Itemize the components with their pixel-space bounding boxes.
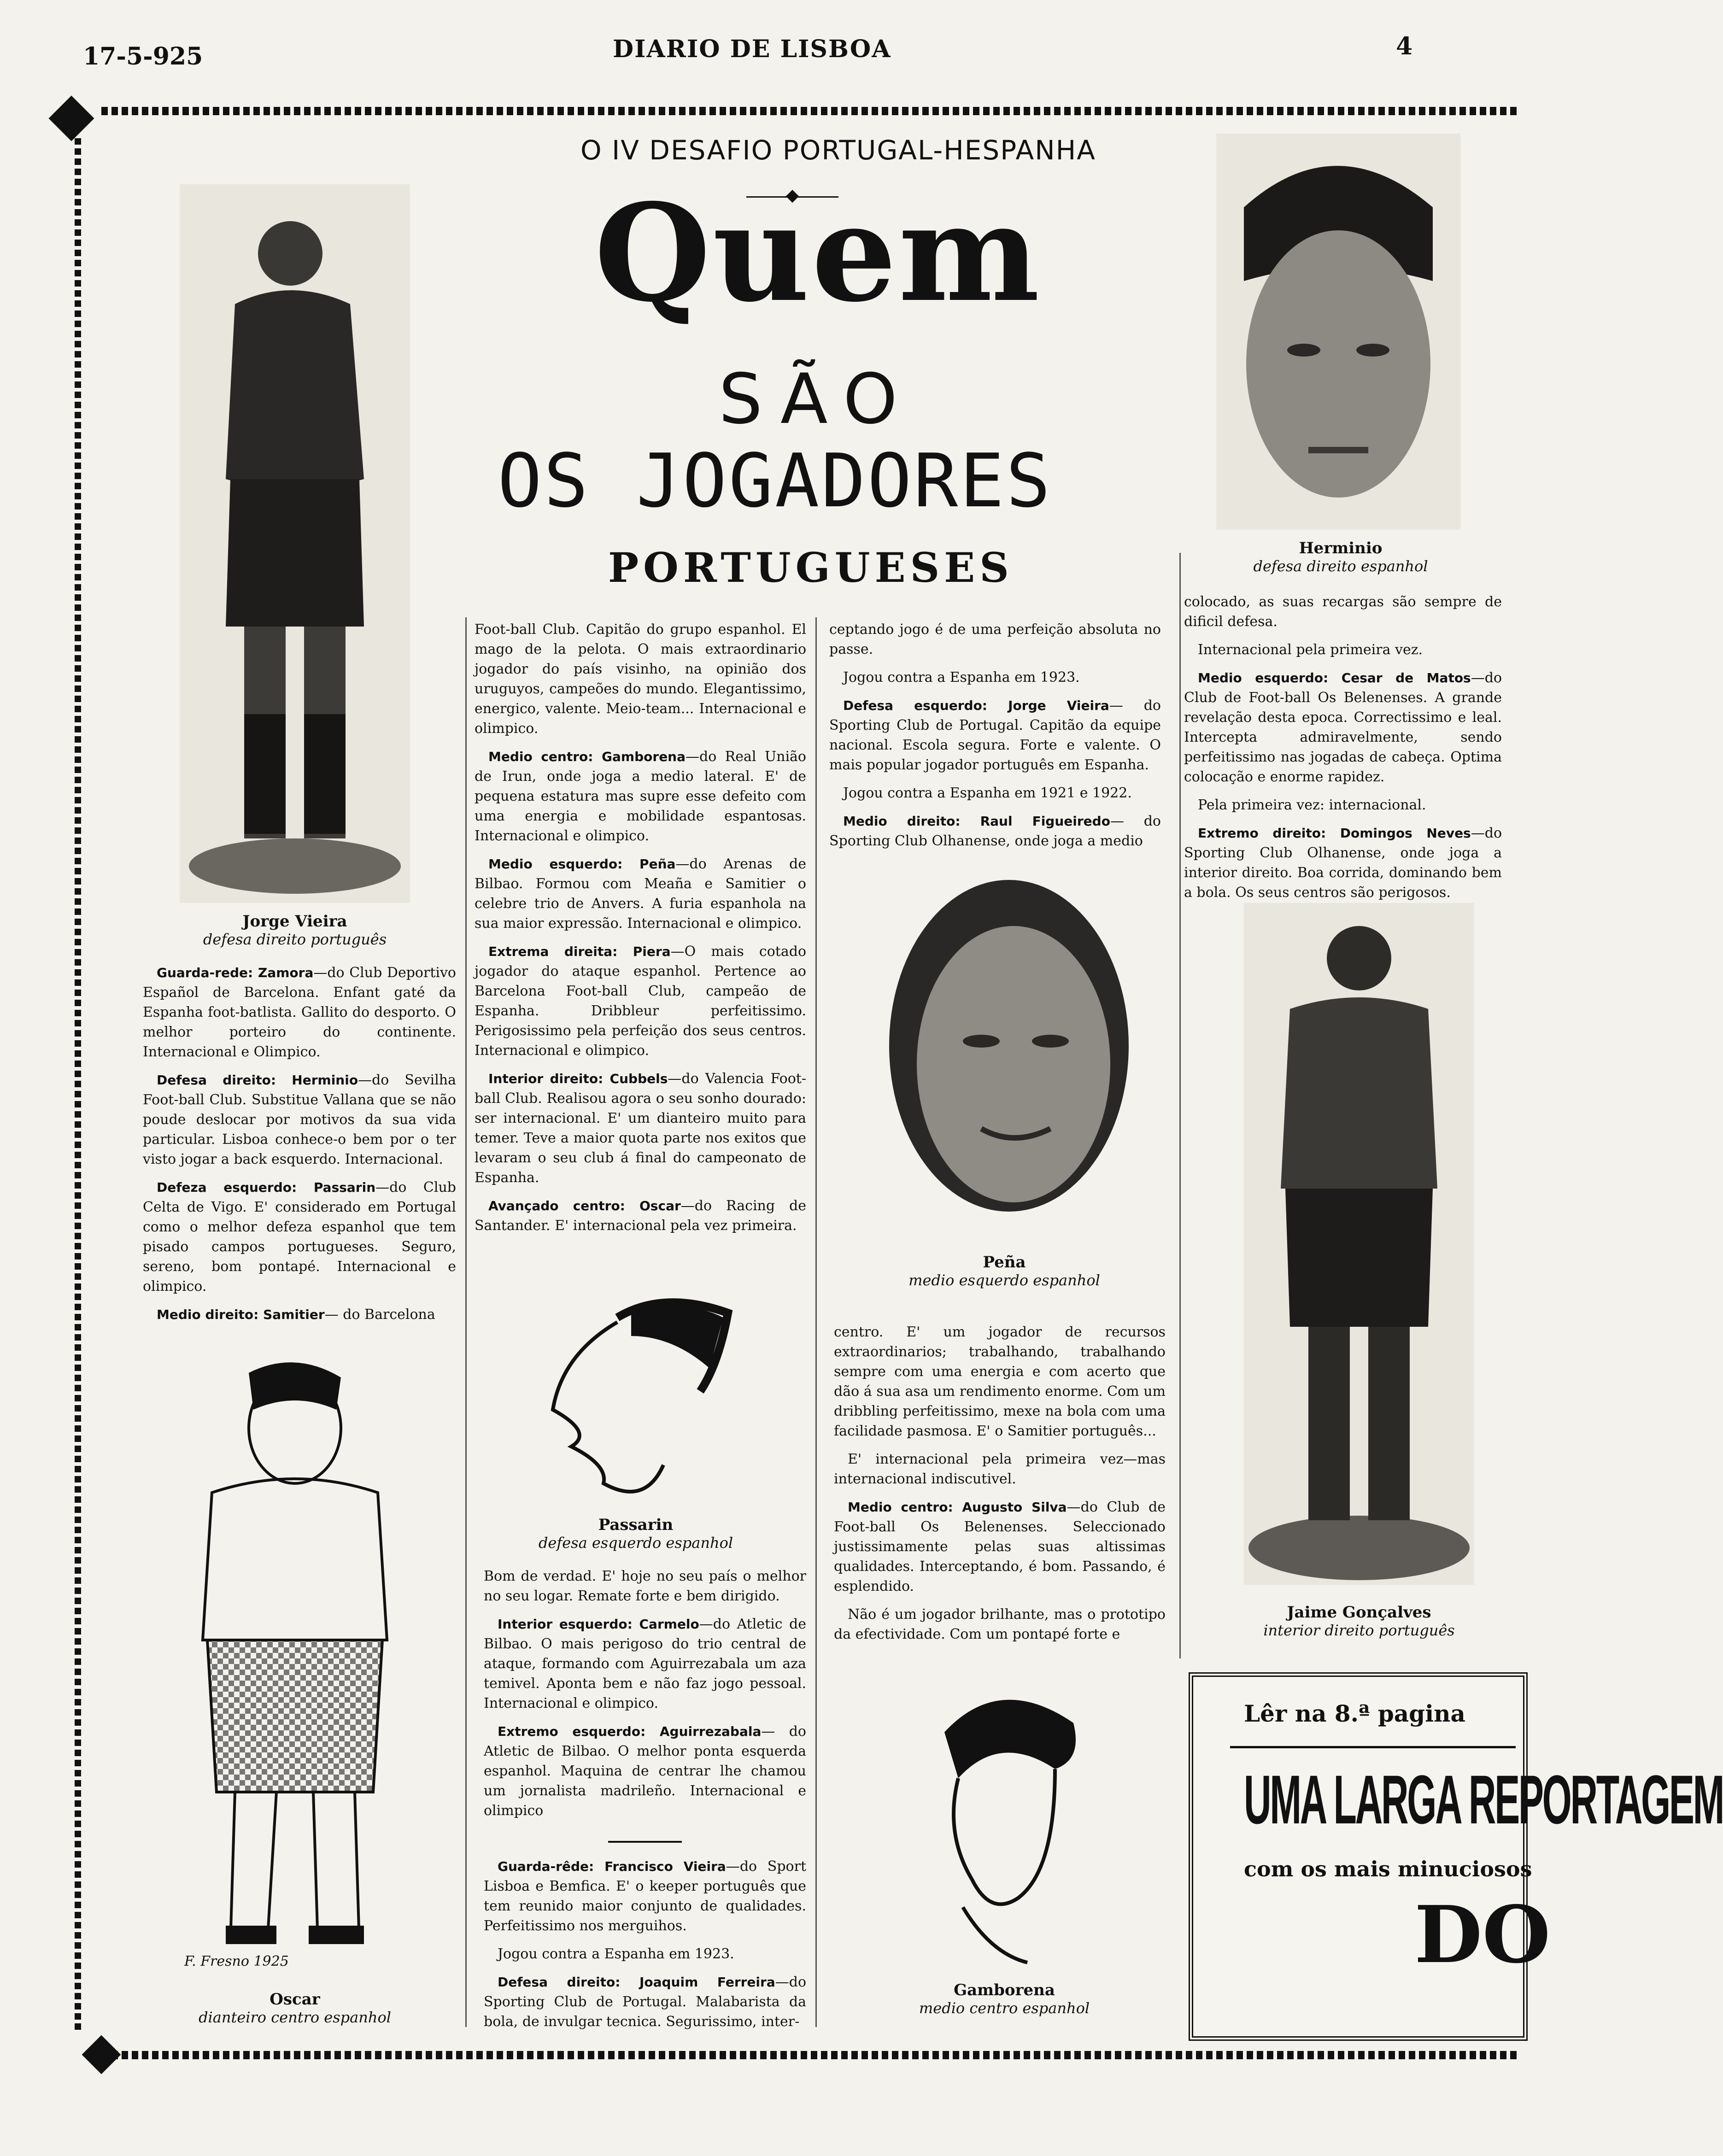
caption-oscar (157, 1990, 433, 2026)
paragraph-text: —do Sporting Club de Portugal. Malabarista da bola, de invulgar tecnica. Segurissimo, inter- (484, 1974, 806, 2030)
caption-jorge-vieira (152, 912, 438, 948)
caption-name: Gamborena (954, 1981, 1055, 1999)
position-label: Extrema direita: Piera (488, 944, 671, 959)
caption-pena (866, 1253, 1143, 1289)
headline-quem: Quem (594, 175, 1042, 332)
paragraph (1184, 668, 1502, 787)
position-label: Medio esquerdo: Cesar de Matos (1198, 670, 1471, 685)
paragraph-text: E' internacional pela primeira vez—mas internacional indiscutivel. (834, 1451, 1166, 1487)
paragraph (475, 942, 806, 1060)
caption-name: Herminio (1299, 539, 1383, 557)
position-label: Medio esquerdo: Peña (488, 856, 676, 872)
paragraph-text: —do Real União de Irun, onde joga a medio lateral. E' de pequena estatura mas supre esse defeito com uma energia e mobilidade espantosas. Internacional e olimpico. (475, 749, 806, 844)
caption-role: defesa esquerdo espanhol (538, 1534, 733, 1552)
paragraph-text: Jogou contra a Espanha em 1923. (498, 1946, 734, 1962)
caption-role: defesa direito português (203, 931, 387, 948)
portrait-icon (1216, 134, 1460, 530)
caricature-oscar (157, 1354, 433, 1990)
headline-os-jogadores: OS JOGADORES (498, 438, 1052, 524)
caption-name: Passarin (598, 1516, 674, 1534)
paragraph (1184, 795, 1502, 815)
bottom-border (101, 2051, 1518, 2059)
paragraph-text: Internacional pela primeira vez. (1198, 642, 1423, 658)
caricature-gamborena (908, 1677, 1101, 1972)
paragraph (484, 1614, 806, 1713)
caricature-icon (157, 1354, 433, 1990)
paragraph-text: — do Sporting Club Olhanense, onde joga a medio (829, 813, 1161, 849)
paragraph (143, 963, 456, 1062)
position-label: Medio direito: Raul Figueiredo (843, 814, 1110, 829)
paragraph (829, 783, 1161, 803)
position-label: Guarda-rede: Zamora (157, 965, 314, 980)
paragraph-text: Pela primeira vez: internacional. (1198, 797, 1426, 813)
article-column-2c (484, 1857, 806, 2040)
position-label: Defeza esquerdo: Passarin (157, 1180, 376, 1195)
paragraph (834, 1322, 1166, 1441)
paragraph (475, 854, 806, 933)
paragraph-text: — do Barcelona (324, 1306, 435, 1323)
top-border (101, 107, 1518, 115)
caption-name: Jorge Vieira (242, 912, 347, 931)
paragraph-text: —do Club de Foot-ball Os Belenenses. Seleccionado justissimamente pelas suas altissimas qualidades. Interceptando, é bom. Passando, é esplendido. (834, 1499, 1166, 1594)
player-figure-icon (1244, 903, 1474, 1585)
paragraph (834, 1449, 1166, 1489)
article-column-2b (484, 1566, 806, 1829)
caricature-icon (525, 1290, 742, 1511)
caricature-passarin (525, 1290, 742, 1511)
artist-signature: F. Fresno 1925 (184, 1953, 289, 1969)
photo-herminio (1216, 134, 1460, 530)
corner-diamond-top (49, 96, 94, 141)
position-label: Defesa direito: Joaquim Ferreira (498, 1974, 775, 1990)
paragraph-text: —do Sevilha Foot-ball Club. Substitue Vallana que se não poude deslocar por motivos da sua vida particular. Lisboa conhece-o bem por o ter visto jogar a back esquerdo. Internacional. (143, 1072, 456, 1167)
advert-line-3: com os mais minuciosos (1244, 1857, 1532, 1881)
paragraph-text: —do Sport Lisboa e Bemfica. E' o keeper português que tem reunido maior conjunto de qualidades. Perfeitissimo nos merguihos. (484, 1858, 807, 1934)
position-label: Extremo esquerdo: Aguirrezabala (498, 1724, 762, 1739)
photo-jorge-vieira (180, 184, 410, 903)
section-divider (608, 1841, 682, 1843)
paragraph-text: — do Atletic de Bilbao. O melhor ponta esquerda espanhol. Maquina de centrar lhe chamou um jornalista madrileño. Internacional e olimpico (484, 1723, 806, 1819)
paragraph (475, 1196, 806, 1236)
paragraph-text: —do Sporting Club Olhanense, onde joga a interior direito. Boa corrida, dominando bem a bola. Os seus centros são perigosos. (1184, 825, 1502, 901)
paragraph (143, 1070, 456, 1169)
advert-line-4: DO (1414, 1889, 1551, 1981)
paragraph-text: colocado, as suas recargas são sempre de dificil defesa. (1184, 594, 1502, 630)
paragraph (484, 1566, 806, 1606)
paragraph (829, 620, 1161, 659)
position-label: Extremo direito: Domingos Neves (1198, 826, 1471, 841)
page-number: 4 (1396, 32, 1413, 60)
position-label: Interior esquerdo: Carmelo (498, 1617, 699, 1632)
position-label: Avançado centro: Oscar (488, 1198, 681, 1213)
paragraph (834, 1497, 1166, 1596)
paragraph-text: —do Club Deportivo Español de Barcelona. Enfant gaté da Espanha foot-batlista. Gallito do desporto. O melhor porteiro do continente. Internacional e Olimpico. (143, 965, 456, 1060)
position-label: Medio centro: Augusto Silva (848, 1500, 1067, 1515)
player-figure-icon (180, 184, 410, 903)
caption-passarin (498, 1516, 774, 1552)
left-border (75, 138, 81, 2032)
position-label: Medio centro: Gamborena (488, 749, 686, 764)
paragraph (143, 1178, 456, 1296)
paragraph-text: Foot-ball Club. Capitão do grupo espanhol. El mago de la pelota. O mais extraordinario jogador do país visinho, na opinião dos uruguyos, campeões do mundo. Elegantissimo, energico, valente. Meio-team... Internacional e olimpico. (475, 621, 806, 737)
paragraph (829, 696, 1161, 775)
newspaper-name: DIARIO DE LISBOA (613, 35, 891, 63)
caption-herminio (1198, 539, 1483, 575)
headline-kicker: O IV DESAFIO PORTUGAL-HESPANHA (580, 135, 1096, 166)
article-column-3 (829, 620, 1161, 859)
headline-sao: SÃO (719, 359, 914, 439)
caption-role: medio esquerdo espanhol (908, 1271, 1100, 1289)
advert-rule (1230, 1746, 1516, 1748)
caption-role: dianteiro centro espanhol (199, 2009, 391, 2026)
paragraph (484, 1722, 806, 1821)
advert-line-2: UMA LARGA REPORTAGEM (1244, 1761, 1723, 1838)
paragraph (475, 620, 806, 738)
paragraph (1184, 640, 1502, 660)
article-column-3b (834, 1322, 1166, 1652)
photo-jaime-goncalves (1244, 903, 1474, 1585)
paragraph-text: Jogou contra a Espanha em 1921 e 1922. (843, 785, 1132, 801)
issue-date: 17-5-925 (83, 42, 203, 70)
paragraph (484, 1944, 806, 1964)
paragraph-text: —do Atletic de Bilbao. O mais perigoso do trio central de ataque, formando com Aguirrezabala um aza temivel. Aponta bem e não faz jogo pessoal. Internacional e olimpico. (484, 1616, 806, 1711)
advert-box (1189, 1672, 1723, 2041)
paragraph-text: Bom de verdad. E' hoje no seu país o melhor no seu logar. Remate forte e bem dirigido. (484, 1568, 806, 1604)
position-label: Defesa esquerdo: Jorge Vieira (843, 698, 1109, 713)
paragraph (829, 668, 1161, 687)
paragraph-text: —do Arenas de Bilbao. Formou com Meaña e Samitier o celebre trio de Anvers. A furia espanhola na sua maior expressão. Internacional e olimpico. (475, 856, 806, 932)
paragraph (475, 747, 806, 846)
caption-role: interior direito português (1263, 1622, 1455, 1639)
article-column-1 (143, 963, 456, 1333)
portrait-icon (880, 871, 1138, 1221)
paragraph-text: centro. E' um jogador de recursos extraordinarios; trabalhando, trabalhando sempre com uma energia e com acerto que dão á sua asa um rendimento enorme. Com um dribbling perfeitissimo, mexe na bola com uma facilidade pasmosa. E' o Samitier português... (834, 1324, 1166, 1439)
paragraph (484, 1857, 806, 1936)
caption-gamborena (871, 1981, 1138, 2017)
paragraph (1184, 592, 1502, 632)
position-label: Interior direito: Cubbels (488, 1071, 668, 1086)
position-label: Medio direito: Samitier (157, 1307, 325, 1322)
paragraph (1184, 823, 1502, 902)
column-rule-3 (1179, 553, 1181, 1658)
caption-name: Oscar (270, 1990, 320, 2009)
paragraph-text: —do Valencia Foot-ball Club. Realisou agora o seu sonho dourado: ser internacional. E' um dianteiro muito para temer. Teve a maior quota parte nos exitos que levaram o seu club á final do campeonato de Espanha. (475, 1071, 806, 1186)
headline-portugueses: PORTUGUESES (608, 544, 1014, 592)
paragraph (475, 1069, 806, 1188)
column-rule-2 (815, 617, 817, 2027)
paragraph (834, 1605, 1166, 1644)
caption-role: defesa direito espanhol (1253, 557, 1428, 575)
paragraph-text: —do Racing de Santander. E' internacional pela vez primeira. (475, 1198, 806, 1234)
caption-jaime-goncalves (1216, 1603, 1502, 1639)
paragraph-text: —O mais cotado jogador do ataque espanhol. Pertence ao Barcelona Foot-ball Club, campeão de Espanha. Dribbleur perfeitissimo. Perigosissimo pela perfeição dos seus centros. Internacional e olimpico. (475, 943, 807, 1059)
photo-pena (880, 871, 1138, 1221)
paragraph-text: ceptando jogo é de uma perfeição absoluta no passe. (829, 621, 1161, 657)
paragraph-text: — do Sporting Club de Portugal. Capitão da equipe nacional. Escola segura. Forte e valente. O mais popular jogador português em Espanha. (829, 697, 1161, 773)
paragraph (829, 811, 1161, 851)
paragraph-text: —do Club Celta de Vigo. E' considerado em Portugal como o melhor defeza espanhol que tem pisado campos portugueses. Seguro, sereno, bom pontapé. Internacional e olimpico. (143, 1179, 456, 1295)
paragraph (484, 1972, 806, 2032)
paragraph-text: Jogou contra a Espanha em 1923. (843, 669, 1080, 685)
position-label: Guarda-rêde: Francisco Vieira (498, 1859, 726, 1874)
paragraph-text: Não é um jogador brilhante, mas o prototipo da efectividade. Com um pontapé forte e (834, 1606, 1166, 1642)
article-column-2 (475, 620, 806, 1244)
advert-line-1: Lêr na 8.ª pagina (1244, 1700, 1465, 1727)
caption-role: medio centro espanhol (919, 1999, 1090, 2017)
corner-diamond-bottom (82, 2035, 121, 2074)
position-label: Defesa direito: Herminio (157, 1072, 358, 1088)
article-column-4 (1184, 592, 1502, 911)
caption-name: Jaime Gonçalves (1287, 1603, 1431, 1622)
column-rule-1 (465, 617, 467, 2027)
caricature-icon (908, 1677, 1101, 1972)
caption-name: Peña (983, 1253, 1026, 1271)
paragraph (143, 1305, 456, 1324)
paragraph-text: —do Club de Foot-ball Os Belenenses. A grande revelação desta epoca. Correctissimo e leal. Intercepta admiravelmente, sendo perfeitissimo nas jogadas de cabeça. Optima colocação e enorme rapidez. (1184, 670, 1502, 785)
